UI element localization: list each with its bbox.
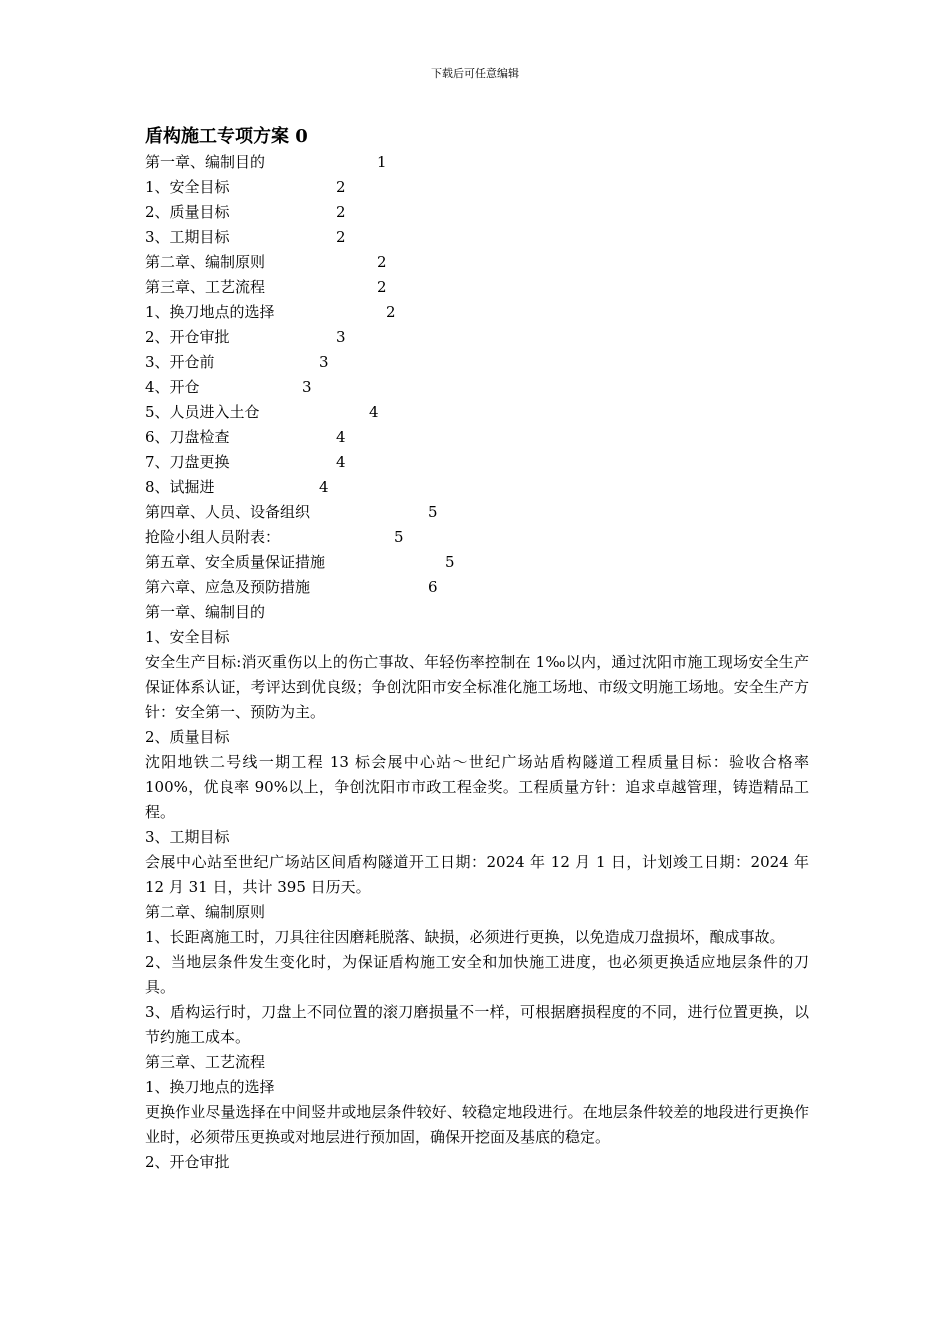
toc-item-page: 4: [319, 478, 329, 496]
toc-item[interactable]: [145, 400, 809, 425]
toc-item-label: 7、刀盘更换: [145, 453, 230, 471]
toc-item-page: 3: [302, 378, 312, 396]
toc-item-page: 2: [336, 178, 346, 196]
toc-item-label: 1、换刀地点的选择: [145, 303, 275, 321]
toc-item-page: 5: [394, 528, 404, 546]
toc-item[interactable]: [145, 325, 809, 350]
toc-item[interactable]: [145, 225, 809, 250]
toc-item[interactable]: [145, 200, 809, 225]
toc-item[interactable]: [145, 175, 809, 200]
document-title: 盾构施工专项方案 0: [145, 126, 308, 147]
document-content: [145, 124, 809, 1175]
paragraph: 安全生产目标:消灭重伤以上的伤亡事故、年轻伤率控制在 1‰以内，通过沈阳市施工现场安全生产保证体系认证，考评达到优良级；争创沈阳市安全标准化施工场地、市级文明施工场地。安全生产方针：安全第一、预防为主。: [145, 653, 809, 721]
toc-item-page: 5: [445, 553, 455, 571]
toc-item[interactable]: [145, 550, 809, 575]
toc-item-page: 2: [336, 228, 346, 246]
toc-item[interactable]: [145, 450, 809, 475]
toc-item-label: 第一章、编制目的: [145, 153, 266, 171]
toc-item-label: 3、工期目标: [145, 228, 230, 246]
toc-item[interactable]: [145, 300, 809, 325]
toc-item[interactable]: [145, 425, 809, 450]
toc-item[interactable]: [145, 575, 809, 600]
toc-item-label: 6、刀盘检查: [145, 428, 230, 446]
paragraph: 沈阳地铁二号线一期工程 13 标会展中心站～世纪广场站盾构隧道工程质量目标：验收合格率 100%，优良率 90%以上，争创沈阳市市政工程金奖。工程质量方针：追求卓越管理，铸造精品工程。: [145, 753, 809, 821]
toc-item-page: 2: [377, 278, 387, 296]
toc-item-label: 第六章、应急及预防措施: [145, 578, 311, 596]
toc-item[interactable]: [145, 375, 809, 400]
toc-item-label: 8、试掘进: [145, 478, 215, 496]
subsection-heading: 1、换刀地点的选择: [145, 1078, 275, 1096]
subsection-heading: 2、质量目标: [145, 728, 230, 746]
toc-item-page: 4: [336, 453, 346, 471]
toc-item-label: 第四章、人员、设备组织: [145, 503, 311, 521]
subsection-heading: 1、安全目标: [145, 628, 230, 646]
toc-item[interactable]: [145, 500, 809, 525]
toc-item-page: 6: [428, 578, 438, 596]
toc-item-label: 抢险小组人员附表：: [145, 528, 281, 546]
page-header: 下载后可任意编辑: [431, 67, 519, 80]
toc-item-page: 3: [319, 353, 329, 371]
toc-item[interactable]: [145, 475, 809, 500]
toc-item-page: 2: [386, 303, 396, 321]
toc-item[interactable]: [145, 150, 809, 175]
paragraph: 会展中心站至世纪广场站区间盾构隧道开工日期：2024 年 12 月 1 日，计划竣工日期：2024 年 12 月 31 日，共计 395 日历天。: [145, 853, 809, 896]
paragraph: 1、长距离施工时，刀具往往因磨耗脱落、缺损，必须进行更换，以免造成刀盘损坏，酿成事故。: [145, 928, 785, 946]
toc-item-page: 5: [428, 503, 438, 521]
toc-item-label: 第二章、编制原则: [145, 253, 266, 271]
toc-item[interactable]: [145, 275, 809, 300]
toc-item-label: 1、安全目标: [145, 178, 230, 196]
toc-item-label: 2、质量目标: [145, 203, 230, 221]
document-body: [145, 600, 809, 1175]
toc-item-page: 3: [336, 328, 346, 346]
toc-item-label: 3、开仓前: [145, 353, 215, 371]
subsection-heading: 3、工期目标: [145, 828, 230, 846]
section-heading: 第二章、编制原则: [145, 903, 266, 921]
section-heading: 第一章、编制目的: [145, 603, 266, 621]
section-heading: 第三章、工艺流程: [145, 1053, 266, 1071]
toc-item[interactable]: [145, 250, 809, 275]
toc-item-label: 2、开仓审批: [145, 328, 230, 346]
toc-item-label: 4、开仓: [145, 378, 200, 396]
paragraph: 更换作业尽量选择在中间竖井或地层条件较好、较稳定地段进行。在地层条件较差的地段进行更换作业时，必须带压更换或对地层进行预加固，确保开挖面及基底的稳定。: [145, 1103, 809, 1146]
toc-item-label: 5、人员进入土仓: [145, 403, 260, 421]
paragraph: 2、当地层条件发生变化时，为保证盾构施工安全和加快施工进度，也必须更换适应地层条件的刀具。: [145, 953, 809, 996]
toc-item-label: 第三章、工艺流程: [145, 278, 266, 296]
table-of-contents: [145, 150, 809, 600]
toc-item-label: 第五章、安全质量保证措施: [145, 553, 326, 571]
toc-item[interactable]: [145, 525, 809, 550]
toc-item-page: 2: [377, 253, 387, 271]
toc-item-page: 4: [336, 428, 346, 446]
toc-item-page: 4: [369, 403, 379, 421]
paragraph: 3、盾构运行时，刀盘上不同位置的滚刀磨损量不一样，可根据磨损程度的不同，进行位置更换，以节约施工成本。: [145, 1003, 809, 1046]
toc-item-page: 2: [336, 203, 346, 221]
toc-item[interactable]: [145, 350, 809, 375]
subsection-heading: 2、开仓审批: [145, 1153, 230, 1171]
toc-item-page: 1: [377, 153, 387, 171]
